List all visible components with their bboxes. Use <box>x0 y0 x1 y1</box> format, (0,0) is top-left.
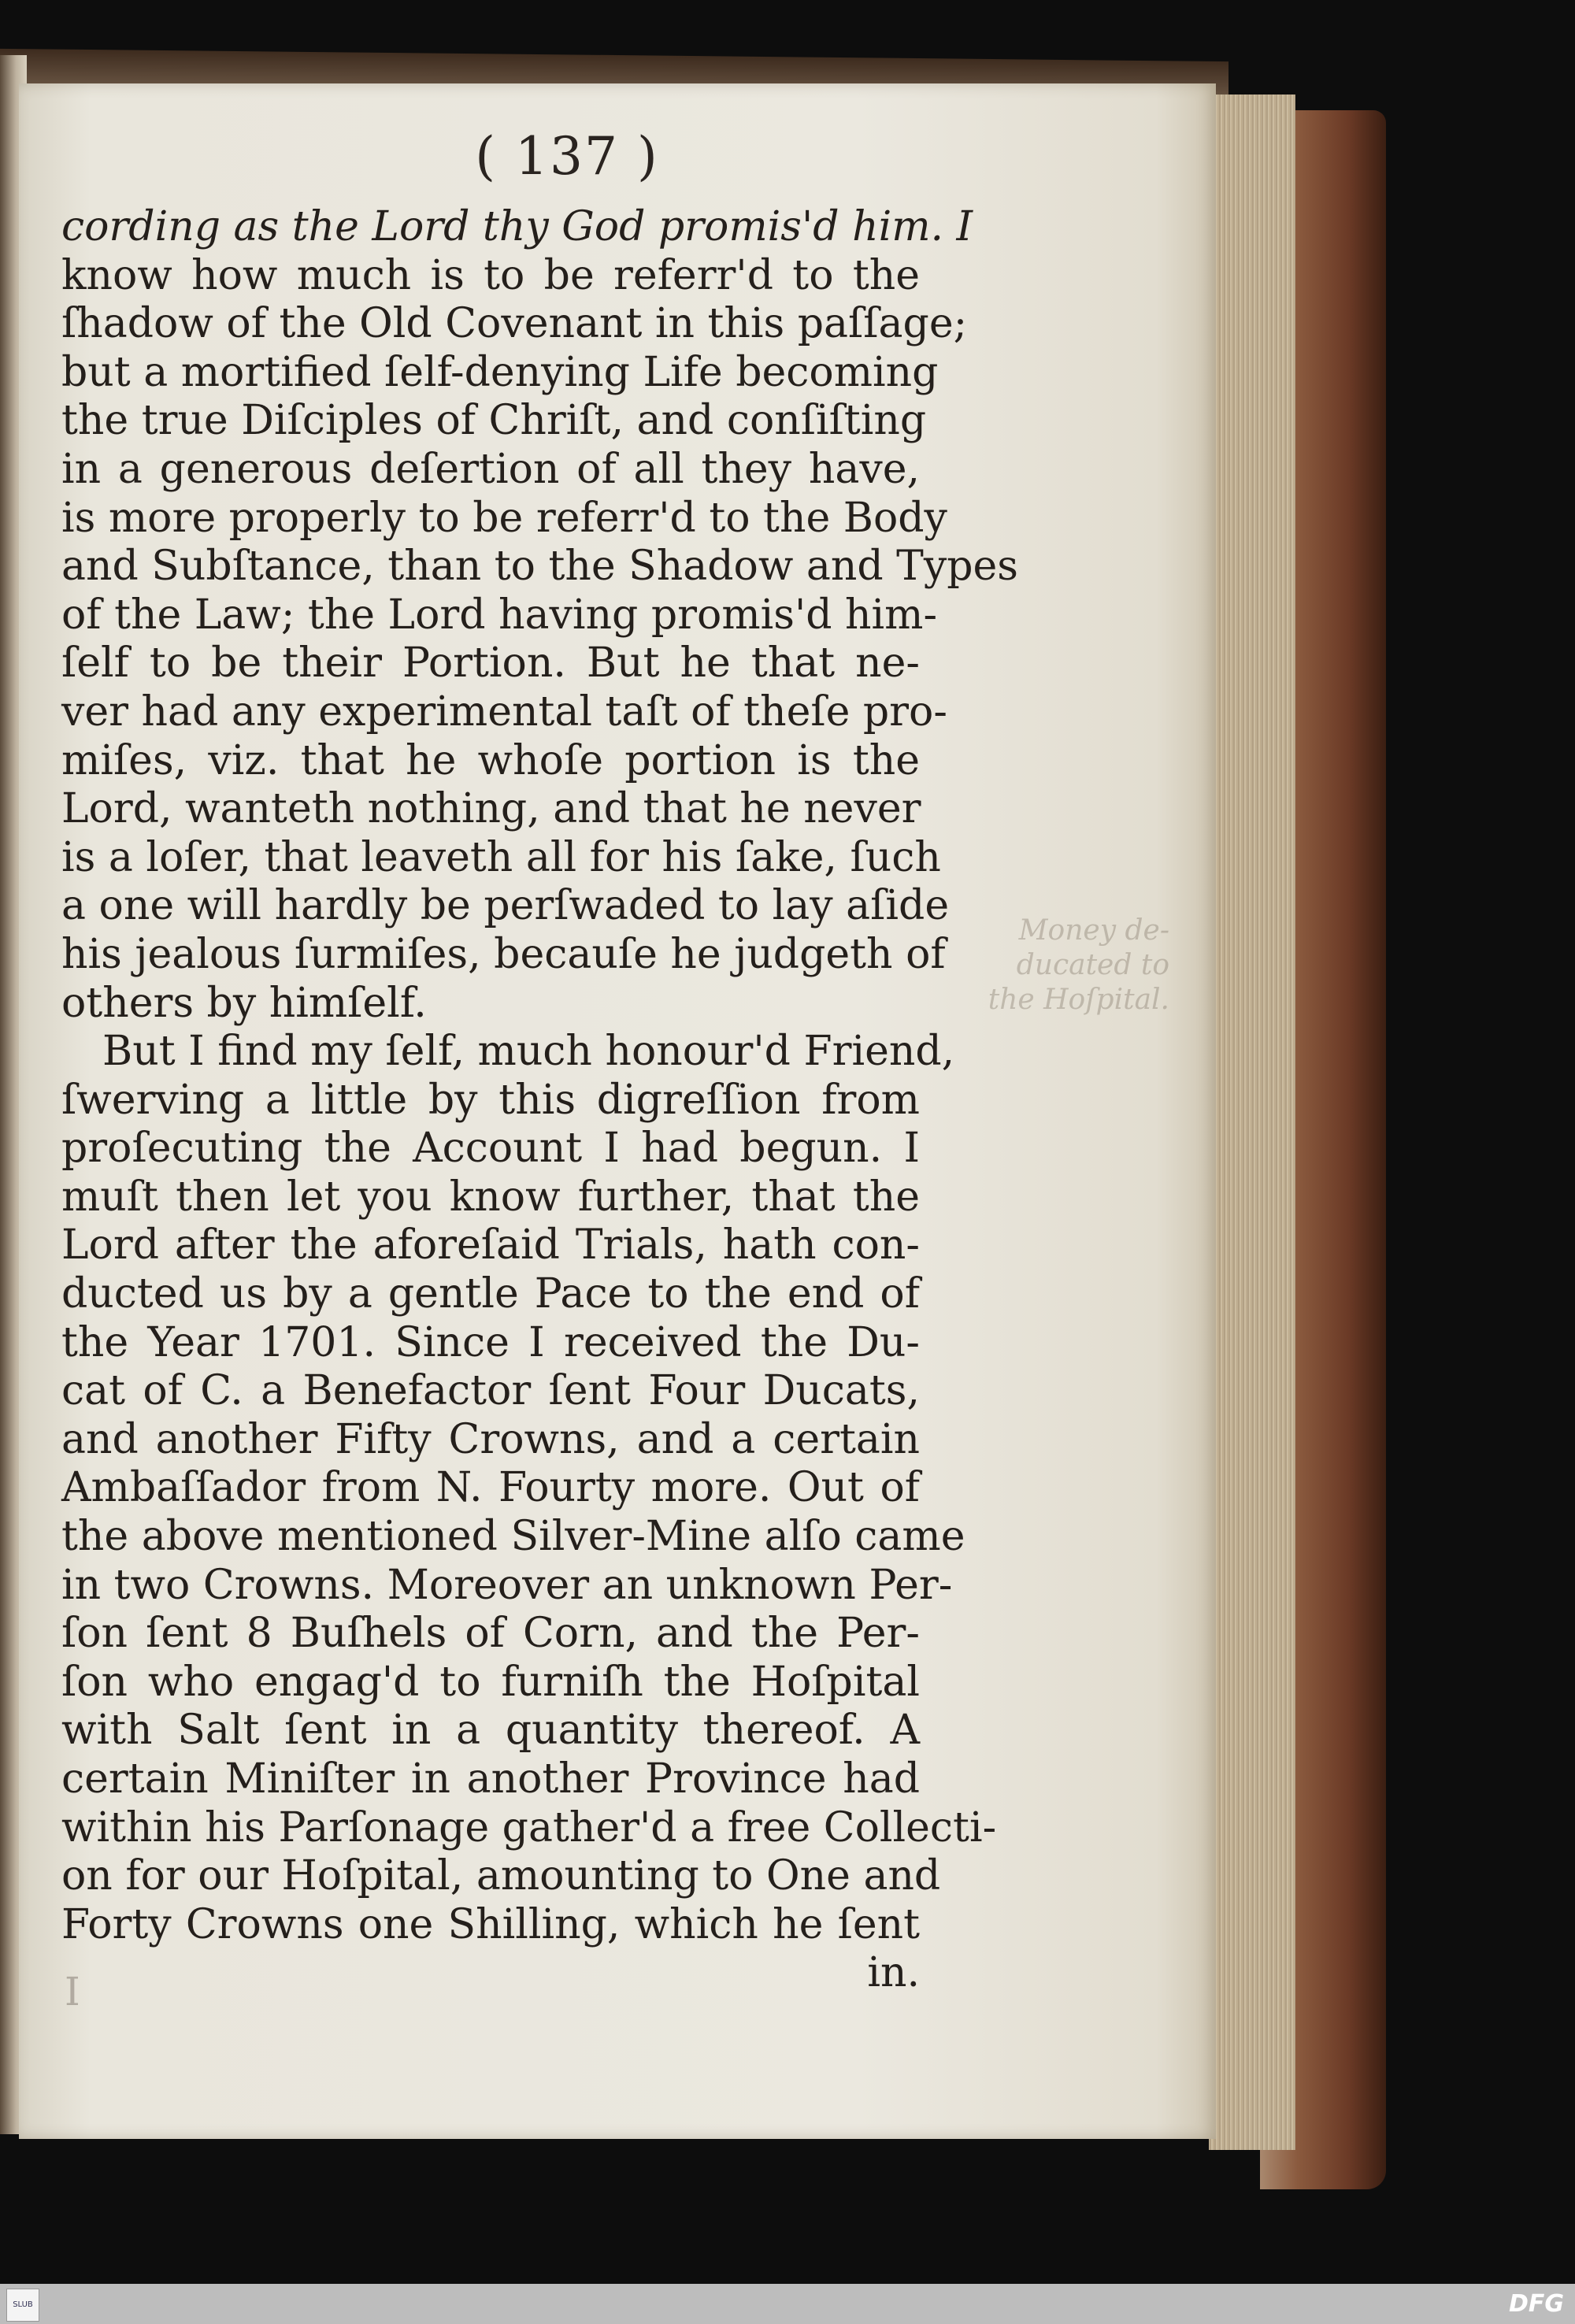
text-line: and Subſtance, than to the Shadow and Types <box>61 543 1018 591</box>
text-line: ducted us by a gentle Pace to the end of <box>61 1270 920 1318</box>
text-line: know how much is to be referr'd to the <box>61 251 920 299</box>
text-line: ſwerving a little by this digreſſion from <box>61 1076 920 1124</box>
text-line: in. <box>867 1949 920 1997</box>
text-line: cording as the Lord thy God promis'd him. I <box>61 203 973 250</box>
text-line: is more properly to be referr'd to the Body <box>61 494 947 542</box>
text-line: ſhadow of the Old Covenant in this paſſage; <box>61 300 968 348</box>
text-line: his jealous ſurmiſes, becauſe he judgeth of <box>61 930 946 978</box>
text-line: Forty Crowns one Shilling, which he ſent <box>61 1900 920 1948</box>
show-through-line: Money de- <box>1018 914 1169 947</box>
text-line: Lord, wanteth nothing, and that he never <box>61 785 921 833</box>
text-line: proſecuting the Account I had begun. I <box>61 1125 920 1173</box>
text-line: Ambaſſador from N. Fourty more. Out of <box>61 1464 920 1512</box>
dfg-logo: DFG <box>1508 2290 1564 2318</box>
show-through-line: ducated to <box>1016 949 1169 981</box>
text-line: a one will hardly be perſwaded to lay aſide <box>61 882 950 930</box>
text-line: ſelf to be their Portion. But he that ne- <box>61 639 920 688</box>
text-line: is a loſer, that leaveth all for his ſake, ſuch <box>61 833 941 881</box>
show-through-line: the Hoſpital. <box>988 984 1169 1016</box>
text-line: the Year 1701. Since I received the Du- <box>61 1318 920 1366</box>
show-through-marginal-note <box>949 914 1169 1017</box>
page-number-header: ( 137 ) <box>475 126 659 187</box>
text-line: but a mortified ſelf-denying Life becoming <box>61 348 939 396</box>
text-line: muſt then let you know further, that the <box>61 1173 920 1221</box>
text-line: with Salt ſent in a quantity thereof. A <box>61 1707 920 1755</box>
viewer-footer-bar <box>0 2284 1575 2324</box>
text-line: of the Law; the Lord having promis'd him- <box>61 591 938 639</box>
text-line: ſon who engag'd to furniſh the Hoſpital <box>61 1658 920 1706</box>
text-line: others by himſelf. <box>61 979 427 1027</box>
text-line: miſes, viz. that he whoſe portion is the <box>61 736 920 784</box>
signature-mark: I <box>65 1969 80 2015</box>
text-line: on for our Hoſpital, amounting to One and <box>61 1852 941 1900</box>
text-line: certain Miniſter in another Province had <box>61 1755 920 1803</box>
text-line: cat of C. a Benefactor ſent Four Ducats, <box>61 1367 920 1415</box>
text-line: and another Fifty Crowns, and a certain <box>61 1415 920 1463</box>
page-edges <box>1209 95 1295 2150</box>
page-body-text <box>61 203 1018 1998</box>
text-line: in two Crowns. Moreover an unknown Per- <box>61 1561 953 1609</box>
text-line: Lord after the aforeſaid Trials, hath con- <box>61 1221 920 1269</box>
text-line: ver had any experimental taſt of theſe pro- <box>61 688 947 736</box>
library-logo-icon[interactable]: SLUB <box>6 2289 39 2322</box>
text-line: within his Parſonage gather'd a free Collecti- <box>61 1803 997 1851</box>
text-line: ſon ſent 8 Buſhels of Corn, and the Per- <box>61 1610 920 1658</box>
text-line: the above mentioned Silver-Mine alſo came <box>61 1513 965 1561</box>
text-line: But I find my ſelf, much honour'd Friend, <box>102 1028 955 1076</box>
text-line: in a generous deſertion of all they have, <box>61 445 920 493</box>
text-line: the true Diſciples of Chriſt, and conſiſting <box>61 397 927 445</box>
